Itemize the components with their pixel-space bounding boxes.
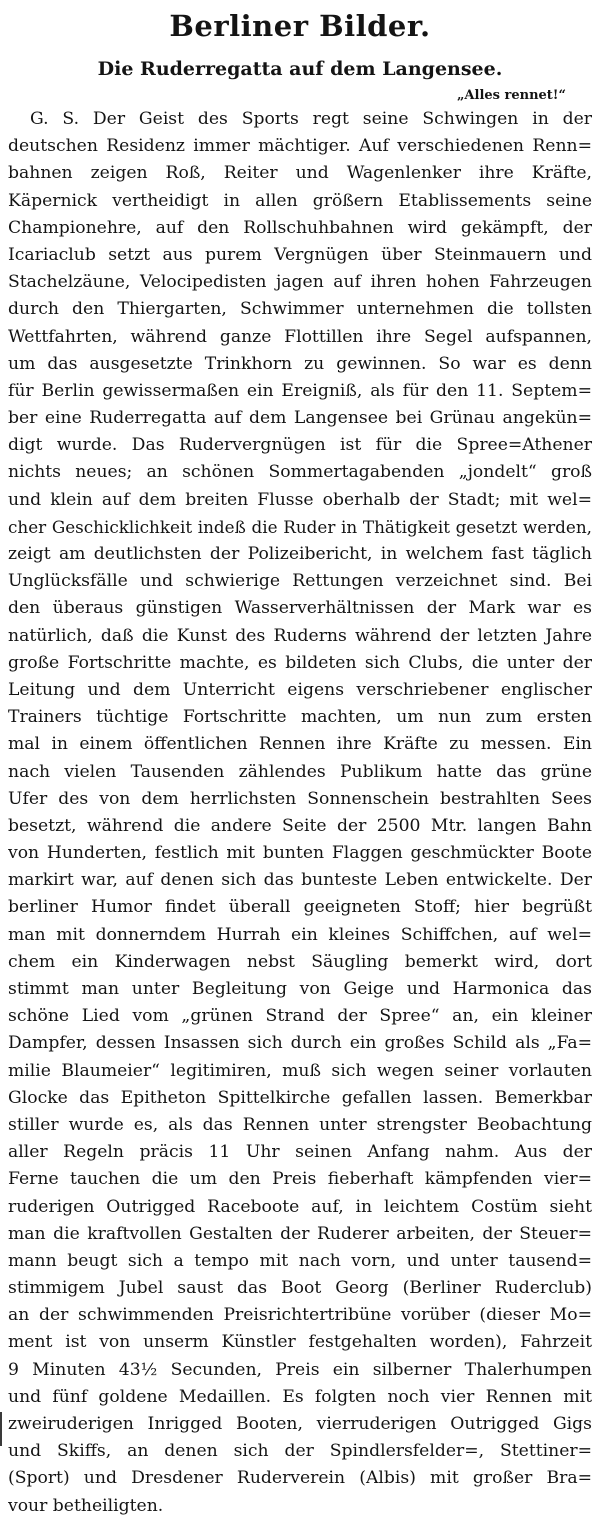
article-line: schöne Lied vom „grünen Strand der Spree“ an, ein kleiner bbox=[8, 1006, 592, 1027]
article-line: mal in einem öffentlichen Rennen ihre Kräfte zu messen. Ein bbox=[8, 734, 592, 755]
article-line: deutschen Residenz immer mächtiger. Auf verschiedenen Renn= bbox=[8, 136, 592, 157]
article-line: Championehre, auf den Rollschuhbahnen wird gekämpft, der bbox=[8, 217, 592, 238]
article-line: ber eine Ruderregatta auf dem Langensee bei Grünau angekün= bbox=[8, 408, 592, 429]
article-line: milie Blaumeier“ legitimiren, muß sich wegen seiner vorlauten bbox=[8, 1060, 592, 1081]
article-line: Dampfer, dessen Insassen sich durch ein großes Schild als „Fa= bbox=[8, 1033, 592, 1054]
article-line: Icariaclub setzt aus purem Vergnügen über Steinmauern und bbox=[8, 244, 592, 265]
article-line: Ferne tauchen die um den Preis fieberhaft kämpfenden vier= bbox=[8, 1169, 592, 1190]
article-line: besetzt, während die andere Seite der 2500 Mtr. langen Bahn bbox=[8, 815, 592, 836]
article-line: man die kraftvollen Gestalten der Ruderer arbeiten, der Steuer= bbox=[8, 1223, 592, 1244]
article-line: bahnen zeigen Roß, Reiter und Wagenlenker ihre Kräfte, bbox=[8, 163, 592, 184]
article-line: 9 Minuten 43½ Secunden, Preis ein silberner Thalerhumpen bbox=[8, 1359, 592, 1380]
article-line: zweiruderigen Inrigged Booten, vierruderigen Outrigged Gigs bbox=[8, 1414, 592, 1434]
article-motto: „Alles rennet!“ bbox=[456, 88, 566, 103]
article-body bbox=[8, 106, 592, 1520]
article-line: Käpernick vertheidigt in allen größern Etablissements seine bbox=[8, 190, 592, 211]
article-line: G. S. Der Geist des Sports regt seine Schwingen in der bbox=[30, 109, 592, 129]
article-line: und Skiffs, an denen sich der Spindlersfelder=, Stettiner= bbox=[8, 1441, 592, 1462]
article-line: und fünf goldene Medaillen. Es folgten noch vier Rennen mit bbox=[8, 1386, 592, 1407]
article-line: durch den Thiergarten, Schwimmer unternehmen die tollsten bbox=[8, 299, 592, 320]
article-line: Leitung und dem Unterricht eigens verschriebener englischer bbox=[8, 679, 592, 700]
page-edge-mark bbox=[0, 1412, 2, 1446]
article-line: Stachelzäune, Velocipedisten jagen auf ihren hohen Fahrzeugen bbox=[8, 272, 592, 293]
article-line: Wettfahrten, während ganze Flottillen ihre Segel aufspannen, bbox=[8, 326, 592, 347]
article-line: für Berlin gewissermaßen ein Ereigniß, als für den 11. Septem= bbox=[8, 380, 592, 401]
article-line: man mit donnerndem Hurrah ein kleines Schiffchen, auf wel= bbox=[8, 924, 592, 945]
article-line: markirt war, auf denen sich das bunteste Leben entwickelte. Der bbox=[8, 870, 592, 891]
article-line: natürlich, daß die Kunst des Ruderns während der letzten Jahre bbox=[8, 625, 592, 646]
article-line: (Sport) und Dresdener Ruderverein (Albis) mit großer Bra= bbox=[8, 1468, 592, 1489]
article-line: Unglücksfälle und schwierige Rettungen verzeichnet sind. Bei bbox=[8, 571, 592, 592]
article-line: nichts neues; an schönen Sommertagabenden „jondelt“ groß bbox=[8, 462, 592, 483]
article-line: Ufer des von dem herrlichsten Sonnenschein bestrahlten Sees bbox=[8, 788, 592, 809]
article-line: stimmigem Jubel saust das Boot Georg (Berliner Ruderclub) bbox=[8, 1278, 592, 1299]
article-line: stiller wurde es, als das Rennen unter strengster Beobachtung bbox=[8, 1114, 592, 1135]
article-line: vour betheiligten. bbox=[8, 1495, 164, 1516]
article-subtitle: Die Ruderregatta auf dem Langensee. bbox=[97, 58, 503, 80]
article-line: und klein auf dem breiten Flusse oberhalb der Stadt; mit wel= bbox=[8, 489, 592, 510]
article-line: chem ein Kinderwagen nebst Säugling bemerkt wird, dort bbox=[8, 951, 592, 972]
article-line: Trainers tüchtige Fortschritte machten, um nun zum ersten bbox=[8, 707, 592, 728]
article-line: große Fortschritte machte, es bildeten sich Clubs, die unter der bbox=[8, 652, 592, 673]
article-line: zeigt am deutlichsten der Polizeibericht, in welchem fast täglich bbox=[8, 544, 592, 564]
article-line: von Hunderten, festlich mit bunten Flaggen geschmückter Boote bbox=[8, 843, 592, 864]
article-line: berliner Humor findet überall geeigneten Stoff; hier begrüßt bbox=[8, 897, 592, 918]
article-line: stimmt man unter Begleitung von Geige und Harmonica das bbox=[8, 979, 592, 999]
article-line: ment ist von unserm Künstler festgehalten worden), Fahrzeit bbox=[8, 1332, 592, 1353]
article-line: digt wurde. Das Rudervergnügen ist für die Spree=Athener bbox=[8, 435, 592, 456]
article-line: ruderigen Outrigged Raceboote auf, in leichtem Costüm sieht bbox=[8, 1196, 592, 1217]
article-line: nach vielen Tausenden zählendes Publikum hatte das grüne bbox=[8, 761, 592, 782]
article-line: aller Regeln präcis 11 Uhr seinen Anfang nahm. Aus der bbox=[8, 1142, 592, 1163]
article-title: Berliner Bilder. bbox=[169, 9, 431, 43]
article-line: um das ausgesetzte Trinkhorn zu gewinnen. So war es denn bbox=[8, 353, 592, 374]
article-line: cher Geschicklichkeit indeß die Ruder in Thätigkeit gesetzt werden, bbox=[8, 516, 592, 537]
article-line: Glocke das Epitheton Spittelkirche gefallen lassen. Bemerkbar bbox=[8, 1087, 592, 1108]
article-line: an der schwimmenden Preisrichtertribüne vorüber (dieser Mo= bbox=[8, 1305, 592, 1326]
article-line: mann beugt sich a tempo mit nach vorn, und unter tausend= bbox=[8, 1250, 592, 1271]
article-line: den überaus günstigen Wasserverhältnissen der Mark war es bbox=[8, 598, 592, 619]
